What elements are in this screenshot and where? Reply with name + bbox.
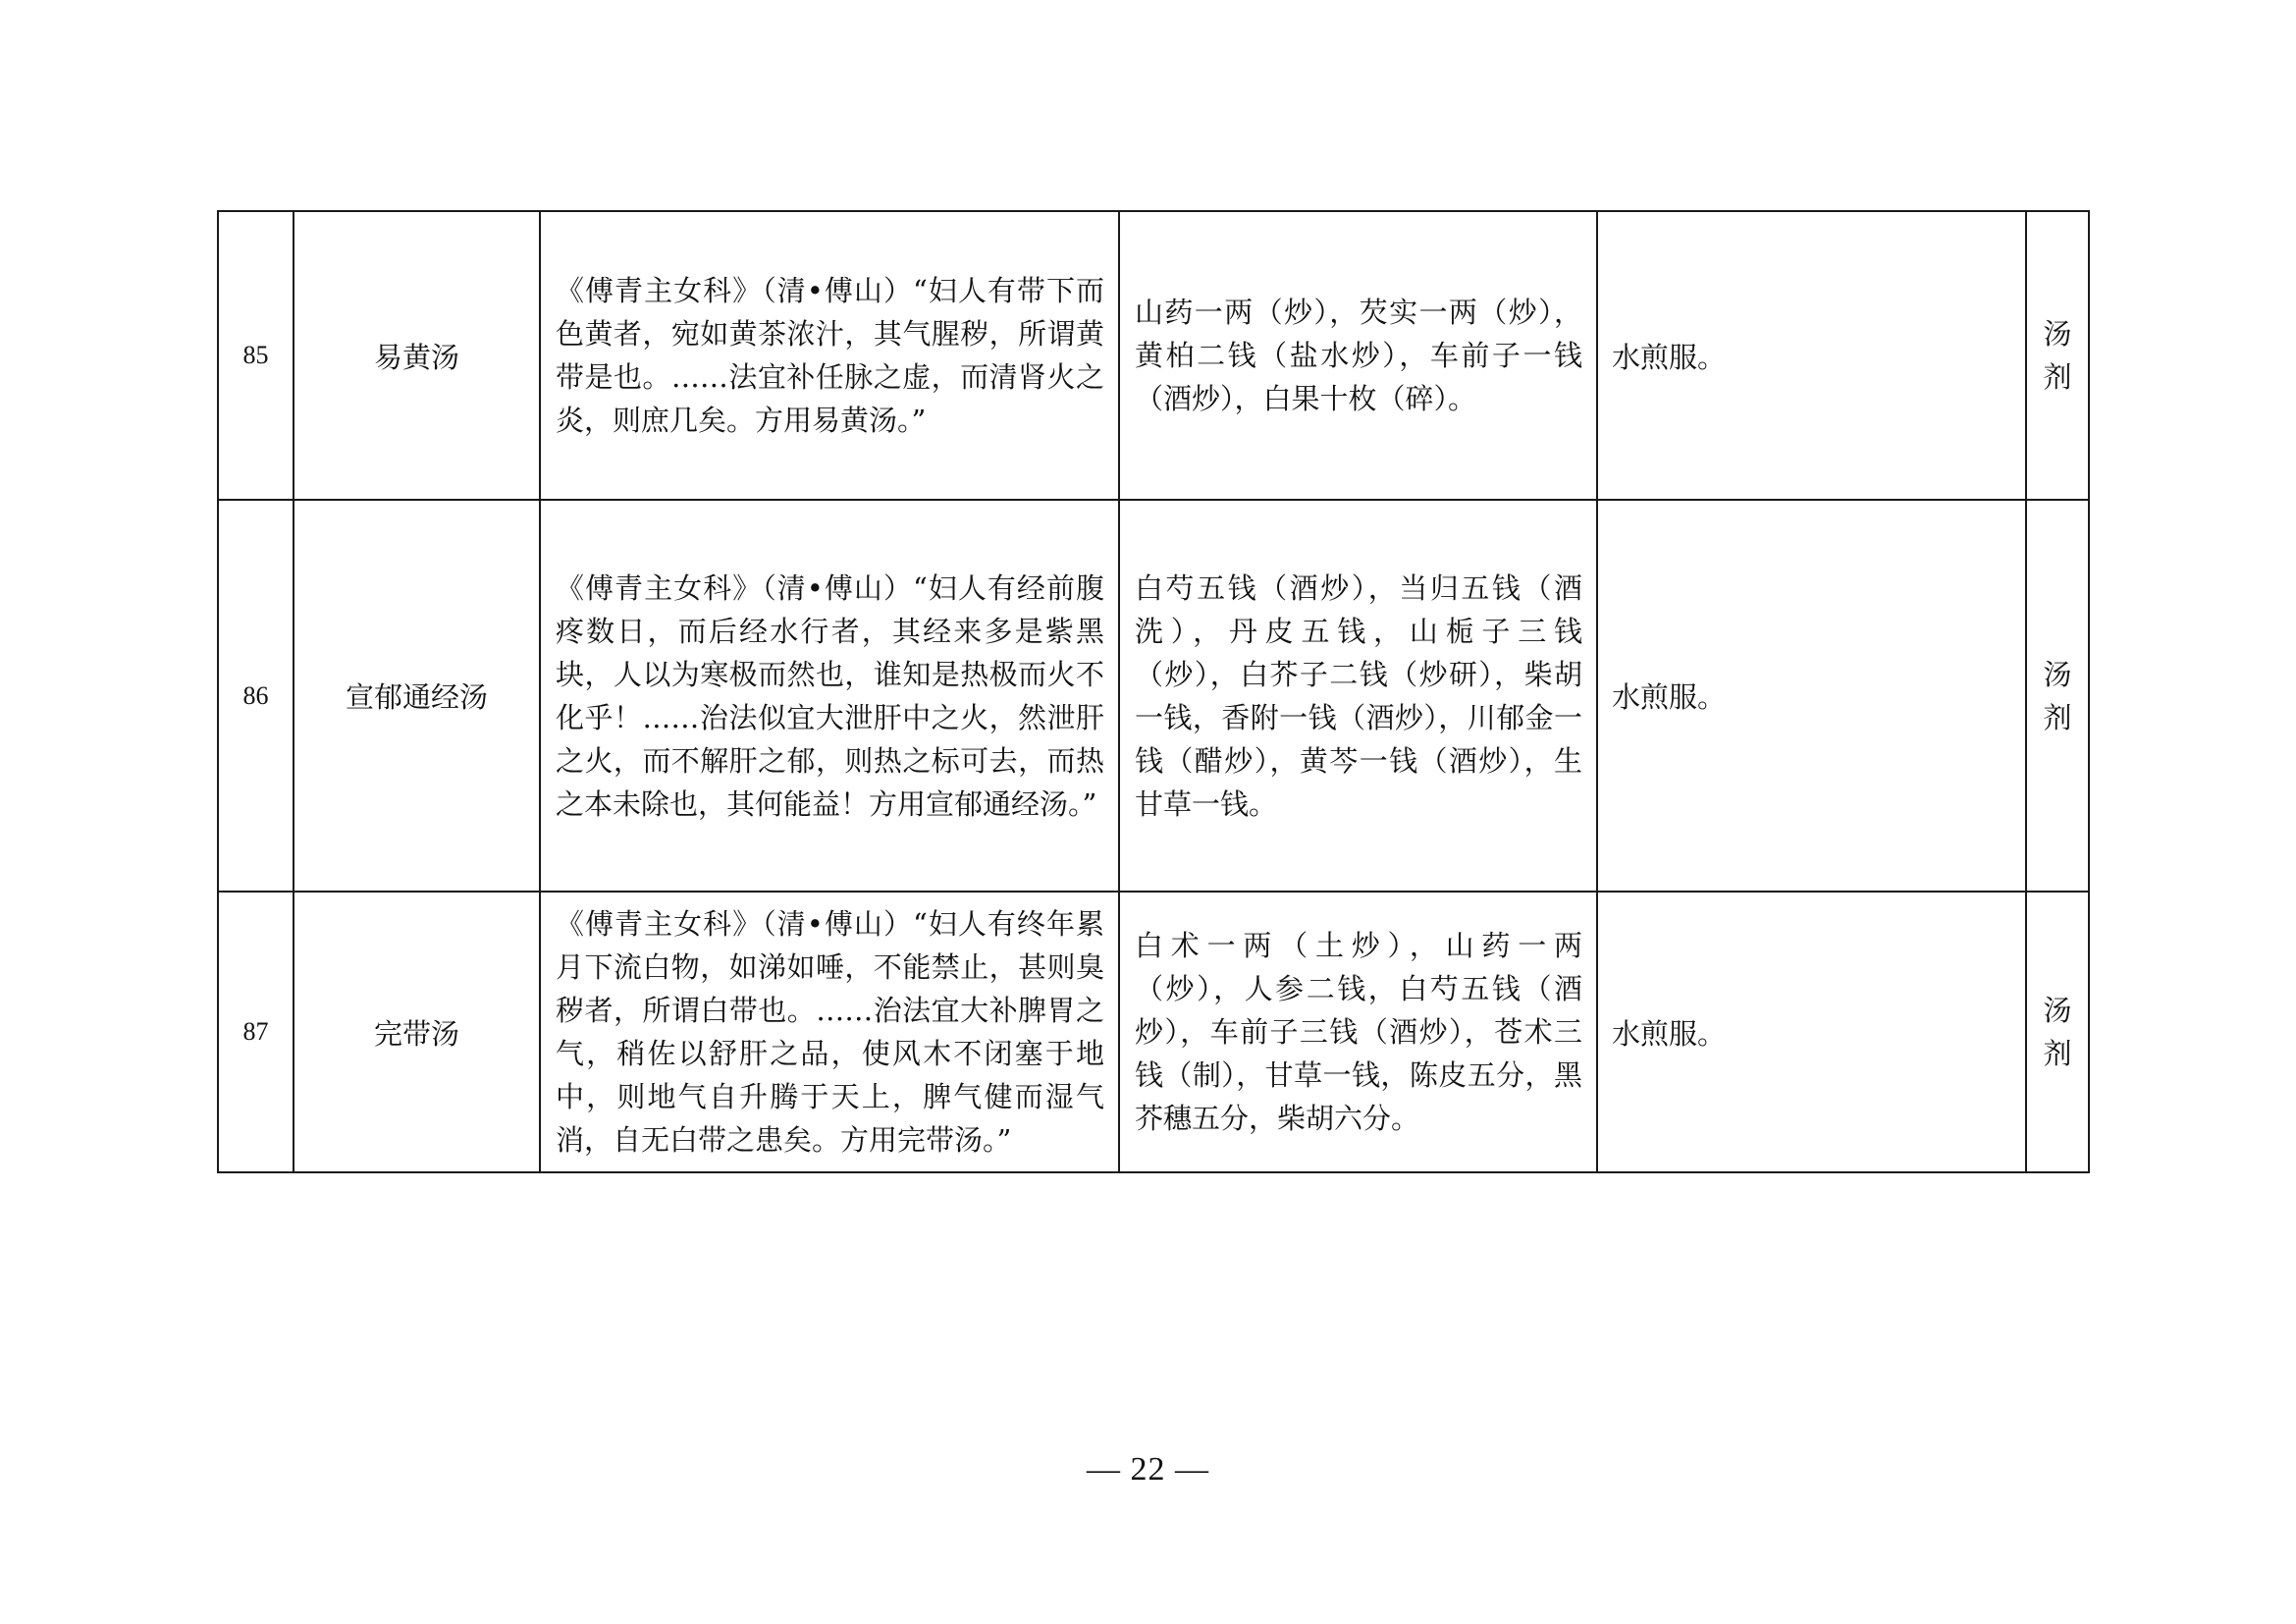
prescription-name: 宣郁通经汤	[294, 500, 540, 892]
source-text: 《傅青主女科》（清•傅山）“妇人有终年累月下流白物，如涕如唾，不能禁止，甚则臭秽者，所谓白带也。……治法宜大补脾胃之气，稍佐以舒肝之品，使风木不闭塞于地中，则地气自升腾于天上，脾气健而湿气消，自无白带之患矣。方用完带汤。”	[540, 892, 1119, 1172]
usage-text: 水煎服。	[1597, 500, 2026, 892]
dosage-form-char-1: 汤	[2043, 994, 2072, 1027]
composition-text: 山药一两（炒），芡实一两（炒），黄柏二钱（盐水炒），车前子一钱（酒炒），白果十枚（碎）。	[1119, 211, 1597, 500]
table-row	[218, 211, 2089, 500]
row-number: 86	[218, 500, 294, 892]
dosage-form	[2026, 211, 2089, 500]
dosage-form-char-1: 汤	[2043, 657, 2072, 691]
prescription-name: 易黄汤	[294, 211, 540, 500]
dosage-form-char-2: 剂	[2043, 1037, 2072, 1070]
row-number: 85	[218, 211, 294, 500]
prescription-table	[217, 210, 2090, 1173]
table-row	[218, 892, 2089, 1172]
source-text: 《傅青主女科》（清•傅山）“妇人有带下而色黄者，宛如黄茶浓汁，其气腥秽，所谓黄带是也。……法宜补任脉之虚，而清肾火之炎，则庶几矣。方用易黄汤。”	[540, 211, 1119, 500]
composition-text: 白芍五钱（酒炒），当归五钱（酒洗），丹皮五钱，山栀子三钱（炒），白芥子二钱（炒研），柴胡一钱，香附一钱（酒炒），川郁金一钱（醋炒），黄芩一钱（酒炒），生甘草一钱。	[1119, 500, 1597, 892]
usage-text: 水煎服。	[1597, 211, 2026, 500]
prescription-name: 完带汤	[294, 892, 540, 1172]
page-number: — 22 —	[1087, 1451, 1209, 1488]
dosage-form-char-2: 剂	[2043, 360, 2072, 394]
dosage-form	[2026, 500, 2089, 892]
dosage-form-char-1: 汤	[2043, 317, 2072, 351]
row-number: 87	[218, 892, 294, 1172]
composition-text: 白术一两（土炒），山药一两（炒），人参二钱，白芍五钱（酒炒），车前子三钱（酒炒），苍术三钱（制），甘草一钱，陈皮五分，黑芥穗五分，柴胡六分。	[1119, 892, 1597, 1172]
dosage-form-char-2: 剂	[2043, 700, 2072, 734]
dosage-form	[2026, 892, 2089, 1172]
table-row	[218, 500, 2089, 892]
source-text: 《傅青主女科》（清•傅山）“妇人有经前腹疼数日，而后经水行者，其经来多是紫黑块，人以为寒极而然也，谁知是热极而火不化乎！……治法似宜大泄肝中之火，然泄肝之火，而不解肝之郁，则热之标可去，而热之本未除也，其何能益！方用宣郁通经汤。”	[540, 500, 1119, 892]
usage-text: 水煎服。	[1597, 892, 2026, 1172]
